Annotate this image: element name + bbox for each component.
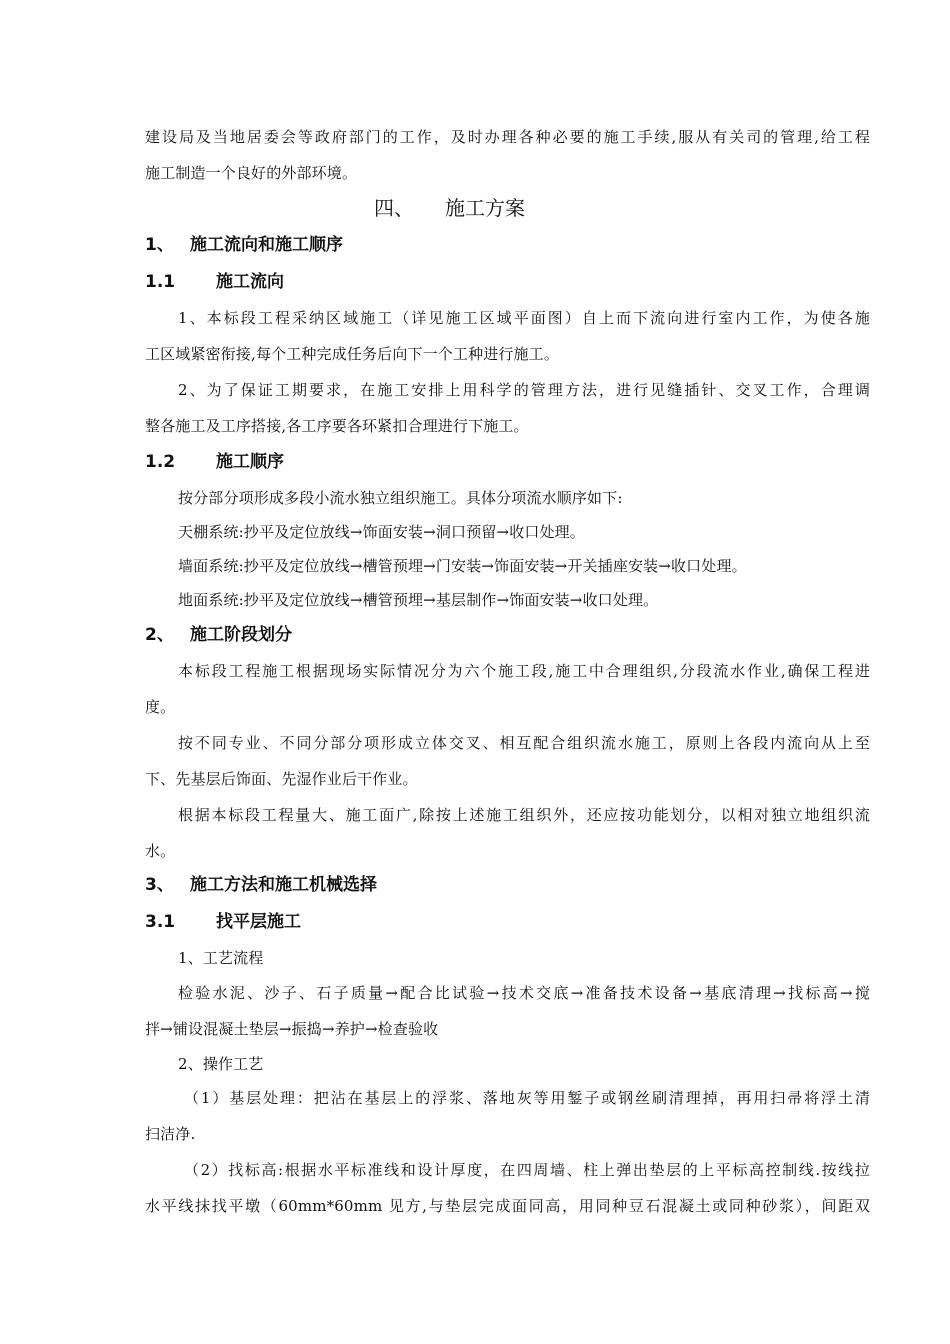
paragraph-line: 按不同专业、不同分部分项形成立体交叉、相互配合组织流水施工，原则上各段内流向从上至 — [178, 734, 870, 752]
chapter-number: 四、 — [374, 196, 414, 220]
flow-line-floor: 地面系统:抄平及定位放线→槽管预埋→基层制作→饰面安装→收口处理。 — [178, 591, 659, 609]
paragraph-line: （2）找标高:根据水平标准线和设计厚度，在四周墙、柱上弹出垫层的上平标高控制线.按线拉 — [184, 1161, 870, 1179]
paragraph-line: 2、为了保证工期要求，在施工安排上用科学的管理方法，进行见缝插针、交叉工作，合理调 — [178, 381, 870, 399]
paragraph-line: 下、先基层后饰面、先湿作业后干作业。 — [145, 770, 418, 788]
section-number: 1、 — [145, 235, 174, 255]
flow-line-wall: 墙面系统:抄平及定位放线→槽管预埋→门安装→饰面安装→开关插座安装→收口处理。 — [178, 557, 747, 575]
item-label: 1、工艺流程 — [178, 949, 264, 967]
chapter-heading — [0, 190, 950, 226]
paragraph-line: 度。 — [145, 698, 176, 716]
subsection-number: 1.2 — [145, 452, 176, 472]
paragraph-line: 工区域紧密衔接,每个工种完成任务后向下一个工种进行施工。 — [145, 345, 559, 363]
intro-line-2: 施工制造一个良好的外部环境。 — [145, 164, 358, 182]
section-title: 施工阶段划分 — [190, 625, 292, 645]
intro-line-1: 建设局及当地居委会等政府部门的工作，及时办理各种必要的施工手续,服从有关司的管理,给工程 — [145, 128, 870, 146]
process-flow-line: 拌→铺设混凝土垫层→振捣→养护→检查验收 — [145, 1020, 439, 1038]
process-flow-line: 检验水泥、沙子、石子质量→配合比试验→技术交底→准备技术设备→基底清理→找标高→搅 — [178, 984, 870, 1002]
subsection-number: 3.1 — [145, 912, 176, 932]
item-label: 2、操作工艺 — [178, 1055, 264, 1073]
section-number: 2、 — [145, 625, 174, 645]
paragraph-line: （1）基层处理：把沾在基层上的浮浆、落地灰等用錾子或钢丝刷清理掉，再用扫帚将浮土清 — [184, 1089, 870, 1107]
subsection-title: 施工顺序 — [216, 452, 284, 472]
subsection-number: 1.1 — [145, 272, 176, 292]
section-number: 3、 — [145, 875, 174, 895]
section-title: 施工方法和施工机械选择 — [190, 875, 377, 895]
paragraph-line: 水平线抹找平墩（60mm*60mm 见方,与垫层完成面同高，用同种豆石混凝土或同种砂浆），间距双 — [145, 1197, 870, 1215]
paragraph-line: 水。 — [145, 842, 176, 860]
section-title: 施工流向和施工顺序 — [190, 235, 343, 255]
paragraph-line: 根据本标段工程量大、施工面广,除按上述施工组织外，还应按功能划分，以相对独立地组织流 — [178, 806, 870, 824]
paragraph-line: 按分部分项形成多段小流水独立组织施工。具体分项流水顺序如下: — [178, 489, 623, 507]
paragraph-line: 本标段工程施工根据现场实际情况分为六个施工段,施工中合理组织,分段流水作业,确保工程进 — [178, 662, 870, 680]
paragraph-line: 扫洁净. — [145, 1125, 196, 1143]
subsection-title: 找平层施工 — [216, 912, 301, 932]
paragraph-line: 整各施工及工序搭接,各工序要各环紧扣合理进行下施工。 — [145, 417, 529, 435]
flow-line-ceiling: 天棚系统:抄平及定位放线→饰面安装→洞口预留→收口处理。 — [178, 523, 585, 541]
subsection-title: 施工流向 — [216, 272, 284, 292]
chapter-title: 施工方案 — [445, 196, 525, 220]
paragraph-line: 1、本标段工程采纳区域施工（详见施工区域平面图）自上而下流向进行室内工作，为使各施 — [178, 309, 870, 327]
